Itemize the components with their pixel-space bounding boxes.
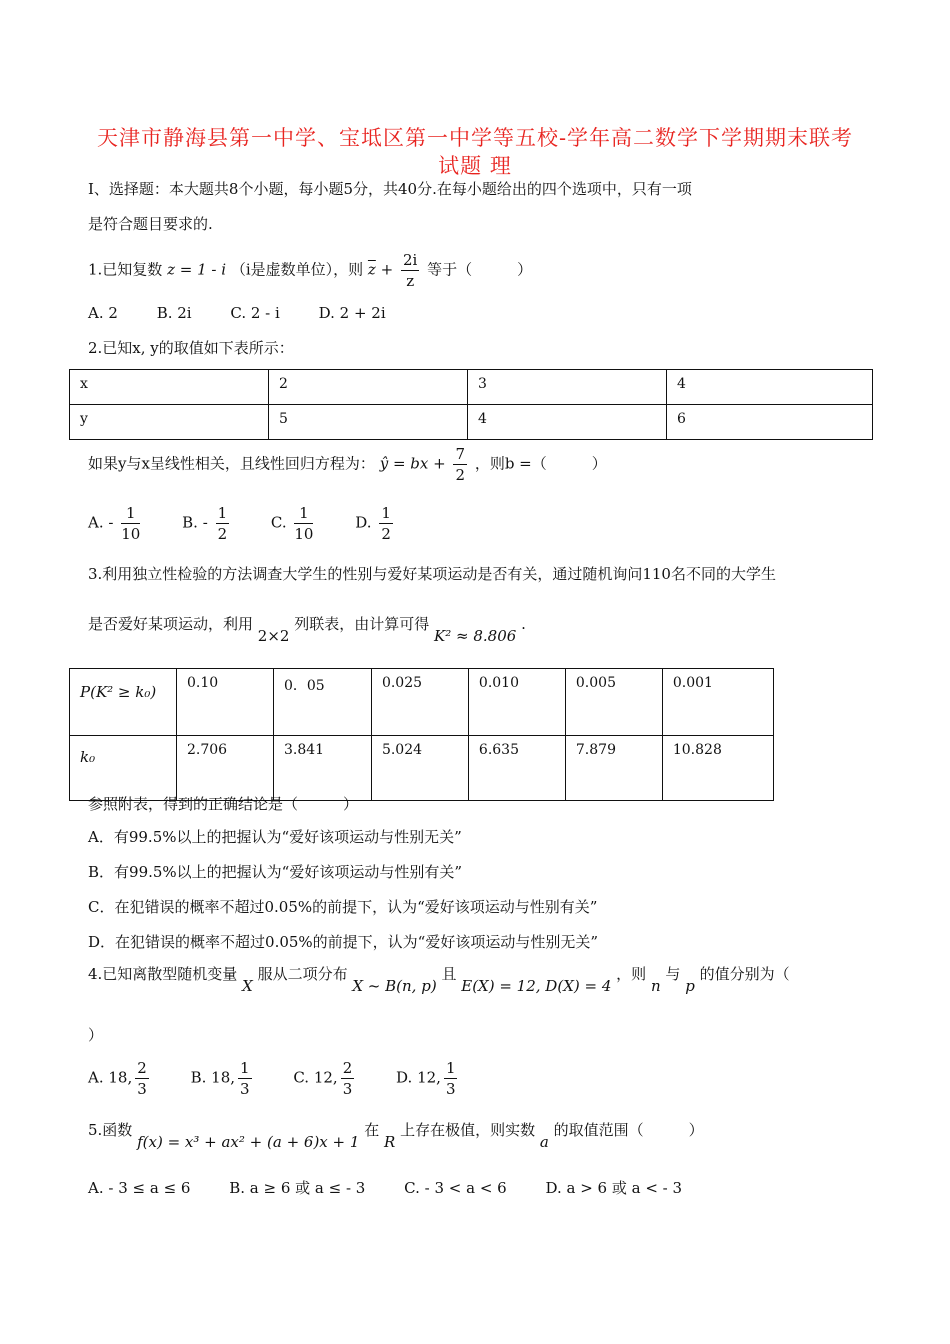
q1-prefix: 1.已知复数 — [88, 260, 163, 279]
table-row — [70, 736, 774, 801]
q3-question: 参照附表，得到的正确结论是（ ） — [88, 795, 359, 813]
option-pre: 18, — [211, 1068, 236, 1087]
q2-table — [69, 369, 873, 440]
q4-h: n — [650, 977, 661, 995]
section-intro-line1: I、选择题：本大题共8个小题，每小题5分，共40分.在每小题给出的四个选项中，只有一项 — [88, 180, 692, 198]
q5-option-c: C. - 3 < a < 6 — [404, 1179, 507, 1197]
table-cell: 6.635 — [468, 736, 565, 801]
q4-a: 4.已知离散型随机变量 — [88, 965, 238, 983]
option-num: 1 — [381, 504, 391, 522]
option-num: 1 — [240, 1059, 250, 1077]
q2-option-d — [355, 503, 396, 544]
q4-c: 服从二项分布 — [257, 965, 348, 983]
q5-d: R — [384, 1133, 396, 1151]
q4-g: ，则 — [616, 965, 647, 983]
q4-i: 与 — [665, 965, 681, 983]
option-label: D. — [355, 513, 372, 532]
question-5 — [88, 1119, 704, 1151]
q1-zbar: $\overline{z}$ — [367, 260, 376, 279]
option-pre: 18, — [108, 1068, 133, 1087]
q1-plus: + — [380, 260, 394, 279]
q3-table — [69, 668, 774, 801]
q4-b: X — [242, 977, 253, 995]
option-label: B. — [190, 1068, 207, 1087]
table-cell: 4 — [667, 370, 873, 405]
option-label: B. — [182, 513, 198, 532]
table-cell: 3.841 — [273, 736, 371, 801]
table-cell: 2 — [269, 370, 468, 405]
q5-f: a — [539, 1133, 549, 1151]
page-title: 天津市静海县第一中学、宝坻区第一中学等五校-学年高二数学下学期期末联考 — [96, 126, 854, 150]
q3-option-a: A．有99.5%以上的把握认为“爱好该项运动与性别无关” — [88, 828, 462, 846]
option-sign: - — [108, 513, 114, 532]
q2-frac-num: 7 — [455, 445, 466, 463]
q4-k: 的值分别为（ — [699, 965, 790, 983]
q4-option-a — [88, 1058, 152, 1099]
q5-c: 在 — [364, 1121, 380, 1139]
q2-line2-suffix: ，则b =（ ） — [474, 454, 607, 473]
table-cell: 0.005 — [565, 669, 662, 736]
q1-frac-num: 2i — [402, 251, 418, 269]
q5-options — [88, 1177, 716, 1198]
q3-option-b: B．有99.5%以上的把握认为“爱好该项运动与性别有关” — [88, 863, 463, 881]
option-pre: 12, — [417, 1068, 441, 1087]
q4-f: E(X) = 12, D(X) = 4 — [461, 977, 612, 995]
option-den: 3 — [342, 1080, 353, 1098]
q3-line2 — [88, 613, 526, 645]
q4-option-d — [396, 1058, 460, 1099]
q1-suffix: 等于（ ） — [427, 260, 533, 279]
q1-expr: z = 1 - i — [167, 260, 227, 279]
q5-g: 的取值范围（ ） — [553, 1121, 704, 1139]
q1-fraction — [401, 250, 419, 291]
table-cell: 5 — [269, 405, 468, 440]
q2-options — [88, 503, 430, 544]
table-cell: 2.706 — [177, 736, 274, 801]
q5-a: 5.函数 — [88, 1121, 133, 1139]
table-cell: 4 — [468, 405, 667, 440]
option-sign: - — [202, 513, 208, 532]
q1-mid: （i是虚数单位），则 — [230, 260, 364, 279]
q2-fraction — [453, 444, 467, 485]
option-den: 2 — [217, 525, 228, 543]
q3-option-d: D．在犯错误的概率不超过0.05%的前提下，认为“爱好该项运动与性别无关” — [88, 933, 599, 951]
q2-eq: ŷ = bx + — [379, 454, 446, 473]
q3-line2-d: K² ≈ 8.806 — [434, 627, 517, 645]
option-den: 3 — [445, 1080, 456, 1098]
question-1 — [88, 250, 532, 291]
table-cell: x — [70, 370, 269, 405]
option-num: 1 — [294, 503, 313, 524]
table-cell: k₀ — [70, 736, 177, 801]
q4-option-b — [191, 1058, 255, 1099]
option-num: 1 — [121, 503, 140, 524]
table-cell: 3 — [468, 370, 667, 405]
q5-option-d: D. a > 6 或 a < - 3 — [545, 1179, 683, 1197]
q5-option-a: A. - 3 ≤ a ≤ 6 — [88, 1179, 191, 1197]
option-num: 2 — [342, 1059, 353, 1077]
q1-options — [88, 304, 420, 322]
q2-line2-prefix: 如果y与x呈线性相关，且线性回归方程为： — [88, 454, 375, 473]
page-title-line2: 试题 理 — [438, 154, 512, 178]
q3-line2-c: 列联表，由计算可得 — [294, 615, 430, 633]
q4-d: X ~ B(n, p) — [352, 977, 437, 995]
table-row — [70, 405, 873, 440]
option-den: 10 — [121, 525, 141, 543]
table-cell: 0.001 — [662, 669, 773, 736]
option-label: A. — [88, 1068, 104, 1087]
question-3: 3.利用独立性检验的方法调查大学生的性别与爱好某项运动是否有关，通过随机询问110名不同的大学生 — [88, 565, 776, 583]
q3-line2-b: 2×2 — [257, 627, 290, 645]
q1-frac-den: z — [406, 272, 415, 290]
table-cell: P(K² ≥ k₀) — [70, 669, 177, 736]
table-cell: 0.010 — [468, 669, 565, 736]
table-cell: 0．05 — [273, 669, 371, 736]
option-den: 10 — [294, 525, 314, 543]
q3-line2-e: . — [521, 615, 526, 633]
question-2: 2.已知x, y的取值如下表所示： — [88, 339, 294, 357]
q3-option-c: C．在犯错误的概率不超过0.05%的前提下，认为“爱好该项运动与性别有关” — [88, 898, 598, 916]
q4-j: p — [685, 977, 695, 995]
q3-line2-a: 是否爱好某项运动，利用 — [88, 615, 254, 633]
table-row — [70, 669, 774, 736]
table-cell: 0.025 — [371, 669, 468, 736]
option-den: 3 — [137, 1080, 147, 1098]
question-4 — [88, 963, 790, 995]
q2-option-a — [88, 503, 143, 544]
option-num: 1 — [445, 1059, 456, 1077]
q1-option-d: D. 2 + 2i — [318, 304, 386, 322]
table-cell: 6 — [667, 405, 873, 440]
section-intro-line2: 是符合题目要求的. — [88, 215, 213, 233]
option-pre: 12, — [313, 1068, 338, 1087]
q1-option-a: A. 2 — [88, 304, 118, 322]
option-den: 3 — [240, 1080, 250, 1098]
q4-options — [88, 1058, 494, 1099]
table-cell: 0.10 — [177, 669, 274, 736]
option-num: 1 — [217, 504, 228, 522]
q1-option-b: B. 2i — [156, 304, 192, 322]
option-label: C. — [270, 513, 287, 532]
q5-b: f(x) = x³ + ax² + (a + 6)x + 1 — [137, 1133, 360, 1151]
q4-e: 且 — [441, 965, 457, 983]
option-label: D. — [396, 1068, 413, 1087]
q4-option-c — [293, 1058, 357, 1099]
q5-e: 上存在极值，则实数 — [400, 1121, 536, 1139]
option-label: A. — [88, 513, 104, 532]
q2-frac-den: 2 — [455, 466, 466, 484]
q1-option-c: C. 2 - i — [230, 304, 280, 322]
table-cell: 7.879 — [565, 736, 662, 801]
q2-regression — [88, 444, 607, 485]
q2-option-c — [271, 503, 317, 544]
option-den: 2 — [381, 525, 391, 543]
table-cell: 5.024 — [371, 736, 468, 801]
q2-option-b — [182, 503, 232, 544]
q5-option-b: B. a ≥ 6 或 a ≤ - 3 — [229, 1179, 366, 1197]
table-cell: y — [70, 405, 269, 440]
option-num: 2 — [137, 1059, 147, 1077]
table-cell: 10.828 — [662, 736, 773, 801]
option-label: C. — [293, 1068, 310, 1087]
q4-line2: ） — [88, 1026, 104, 1044]
table-row — [70, 370, 873, 405]
